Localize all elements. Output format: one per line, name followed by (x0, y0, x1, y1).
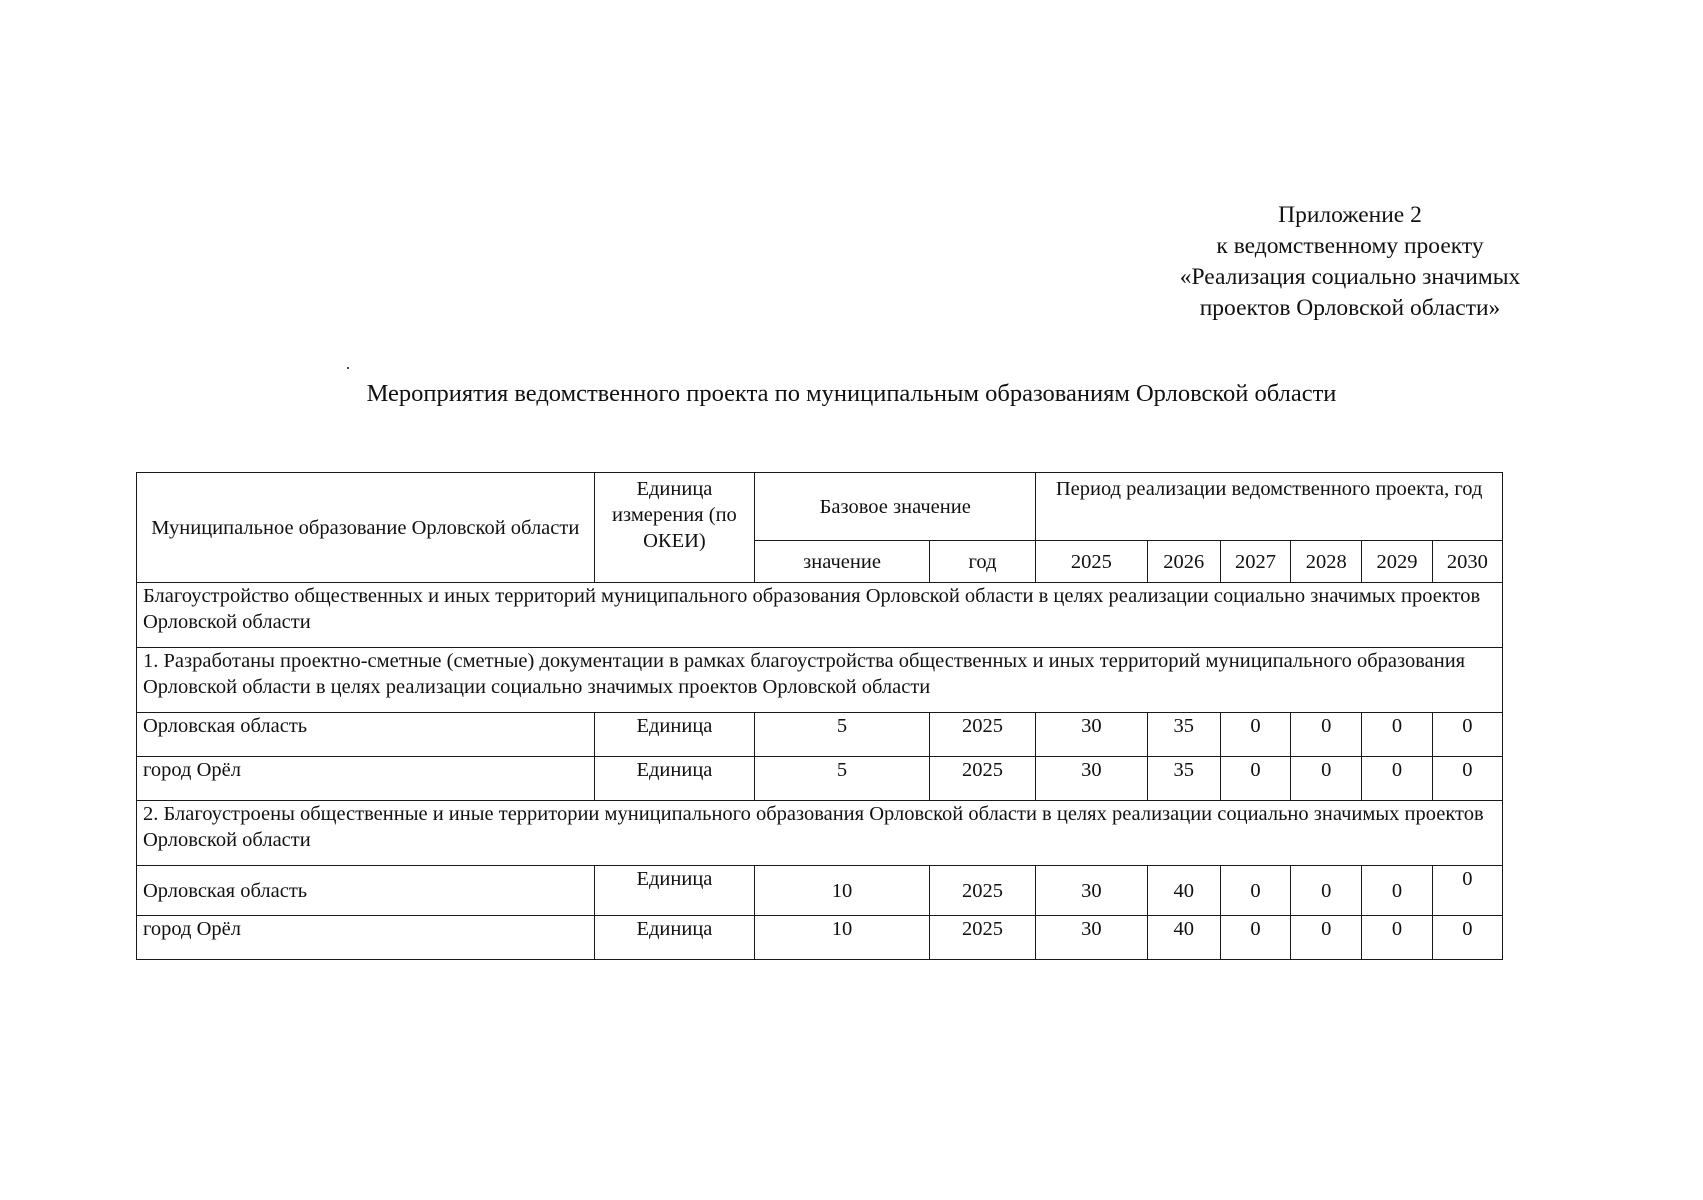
header-year: 2030 (1432, 541, 1502, 583)
header-year: 2027 (1220, 541, 1290, 583)
header-base-value: значение (755, 541, 930, 583)
cell-name: город Орёл (137, 916, 595, 960)
cell-unit: Единица (594, 916, 755, 960)
cell-year-value: 35 (1147, 713, 1220, 757)
cell-year-value: 30 (1036, 866, 1147, 916)
header-municipality: Муниципальное образование Орловской области (137, 473, 595, 583)
cell-unit: Единица (594, 713, 755, 757)
cell-year-value: 0 (1291, 916, 1362, 960)
section-row (137, 583, 1503, 648)
header-row (137, 473, 1503, 541)
cell-base-value: 5 (755, 757, 930, 801)
header-unit: Единица измерения (по ОКЕИ) (594, 473, 755, 583)
cell-year-value: 40 (1147, 916, 1220, 960)
cell-unit: Единица (594, 757, 755, 801)
cell-year-value: 0 (1362, 713, 1432, 757)
appendix-block (1130, 200, 1570, 324)
cell-unit: Единица (594, 866, 755, 916)
table-row (137, 757, 1503, 801)
header-base: Базовое значение (755, 473, 1036, 541)
cell-year-value: 0 (1220, 713, 1290, 757)
cell-year-value: 0 (1291, 866, 1362, 916)
table-row (137, 916, 1503, 960)
cell-year-value: 0 (1362, 916, 1432, 960)
appendix-line: к ведомственному проекту (1216, 233, 1484, 259)
scan-speck (347, 367, 349, 369)
group-title: 1. Разработаны проектно-сметные (сметные) документации в рамках благоустройства общественных и иных территорий муниципального образования Орловской области в целях реализации социально значимых проектов Орловской области (137, 648, 1503, 713)
cell-name: Орловская область (137, 866, 595, 916)
header-period: Период реализации ведомственного проекта, год (1036, 473, 1503, 541)
cell-base-value: 5 (755, 713, 930, 757)
cell-year-value: 35 (1147, 757, 1220, 801)
table-row (137, 866, 1503, 916)
header-year: 2028 (1291, 541, 1362, 583)
events-table (136, 472, 1503, 960)
group-row (137, 648, 1503, 713)
group-row (137, 801, 1503, 866)
cell-year-value: 0 (1432, 757, 1502, 801)
cell-base-year: 2025 (929, 866, 1035, 916)
cell-year-value: 0 (1220, 757, 1290, 801)
header-year: 2026 (1147, 541, 1220, 583)
cell-year-value: 0 (1291, 757, 1362, 801)
cell-base-value: 10 (755, 866, 930, 916)
table-row (137, 713, 1503, 757)
cell-year-value: 0 (1220, 866, 1290, 916)
header-year: 2025 (1036, 541, 1147, 583)
cell-name: город Орёл (137, 757, 595, 801)
cell-year-value: 0 (1362, 866, 1432, 916)
cell-year-value: 0 (1220, 916, 1290, 960)
section-title: Благоустройство общественных и иных территорий муниципального образования Орловской области в целях реализации социально значимых проектов Орловской области (137, 583, 1503, 648)
appendix-line: «Реализация социально значимых (1179, 264, 1521, 290)
cell-year-value: 30 (1036, 916, 1147, 960)
appendix-line: проектов Орловской области» (1199, 295, 1501, 321)
group-title: 2. Благоустроены общественные и иные территории муниципального образования Орловской области в целях реализации социально значимых проектов Орловской области (137, 801, 1503, 866)
cell-year-value: 40 (1147, 866, 1220, 916)
header-year: 2029 (1362, 541, 1432, 583)
cell-year-value: 0 (1291, 713, 1362, 757)
cell-year-value: 30 (1036, 713, 1147, 757)
cell-year-value: 0 (1432, 866, 1502, 916)
cell-base-year: 2025 (929, 757, 1035, 801)
cell-base-year: 2025 (929, 713, 1035, 757)
cell-year-value: 0 (1432, 713, 1502, 757)
appendix-line: Приложение 2 (1278, 202, 1422, 228)
cell-year-value: 0 (1362, 757, 1432, 801)
header-base-year: год (929, 541, 1035, 583)
document-title: Мероприятия ведомственного проекта по муниципальным образованиям Орловской области (366, 380, 1337, 407)
cell-year-value: 0 (1432, 916, 1502, 960)
cell-base-value: 10 (755, 916, 930, 960)
cell-year-value: 30 (1036, 757, 1147, 801)
cell-name: Орловская область (137, 713, 595, 757)
cell-base-year: 2025 (929, 916, 1035, 960)
